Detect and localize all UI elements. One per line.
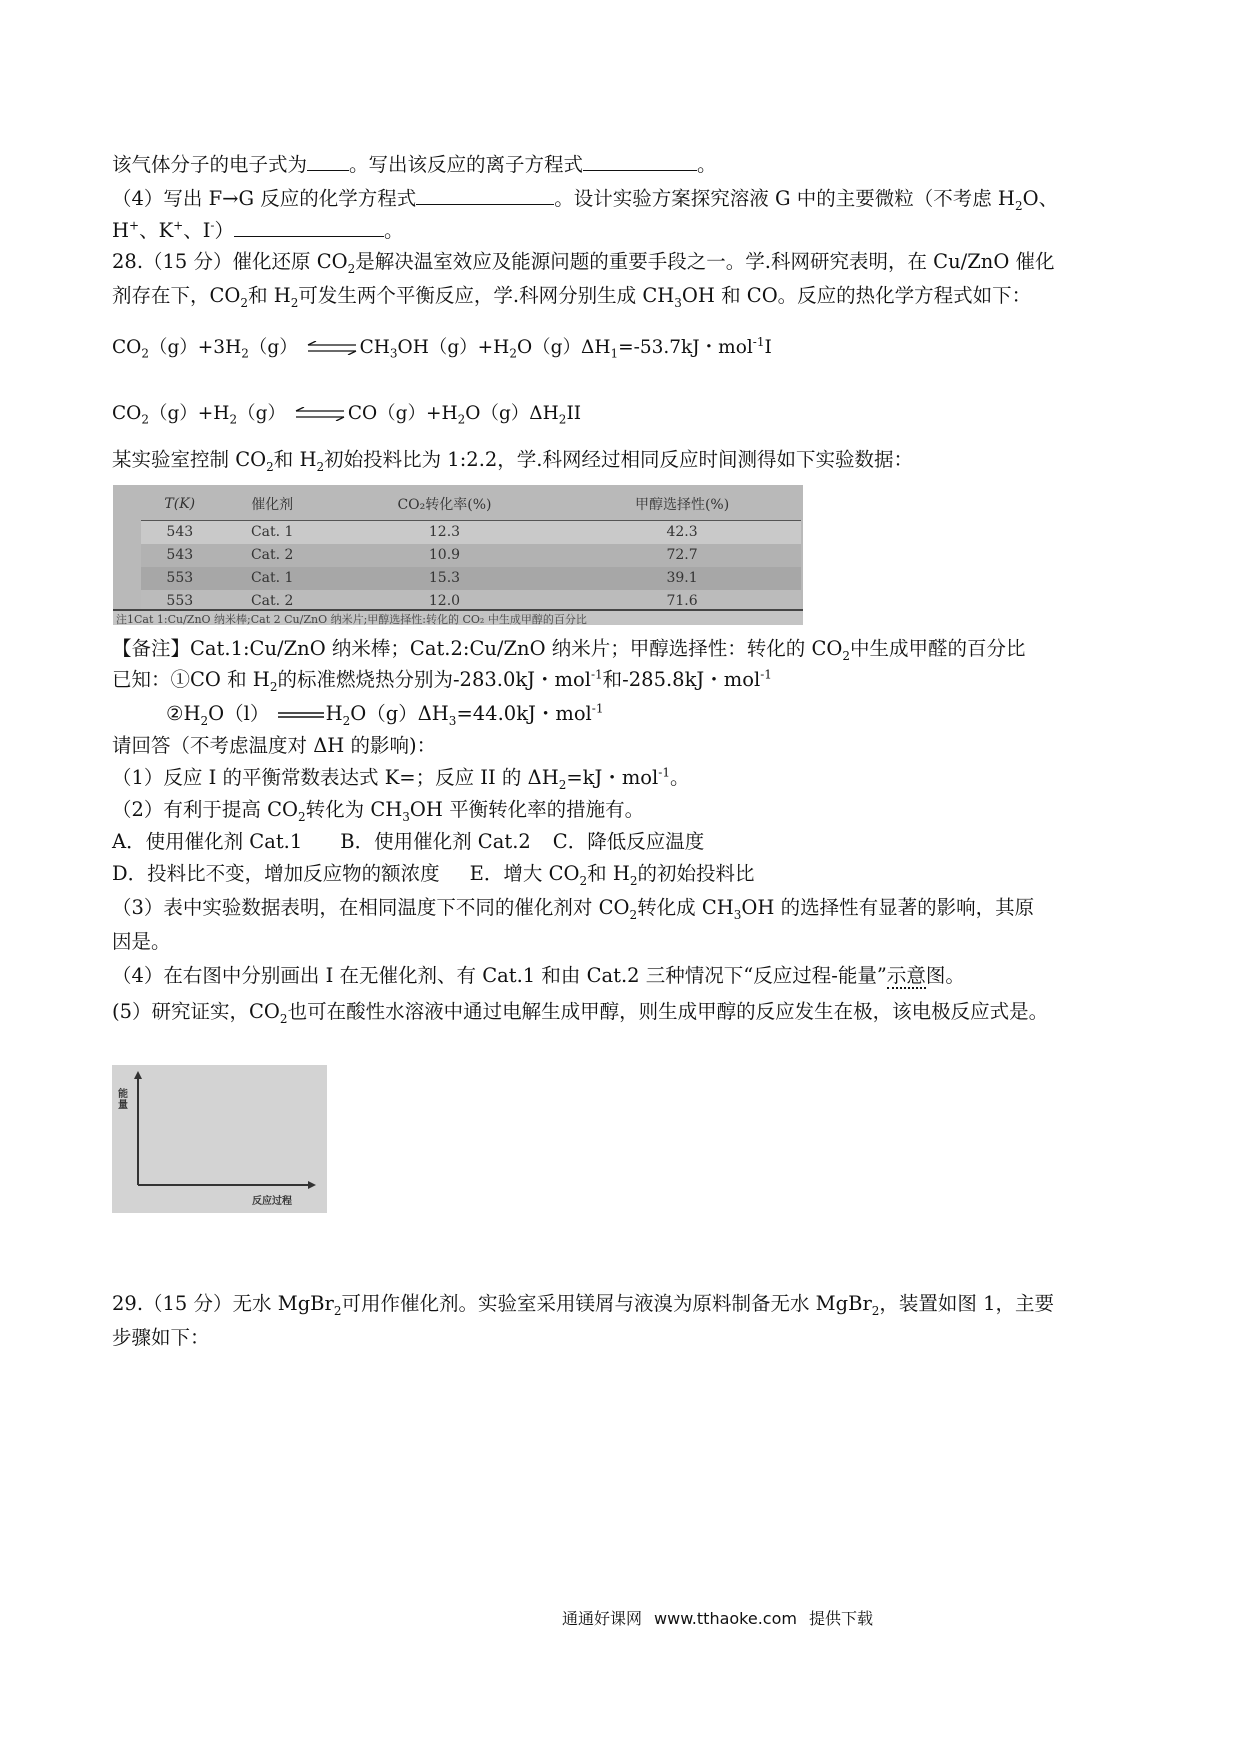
subscript: 2 <box>579 873 588 888</box>
subscript: 2 <box>229 412 238 427</box>
text: II <box>566 403 582 424</box>
text: （g） <box>237 403 286 424</box>
equation-1: $CO_2(g)+3H_2(g)$ $CH_3OH(g)+H_2O(g)\Delta H_1=-53.7kJ$・mol$^{-1}$I <box>112 334 772 361</box>
superscript: -1 <box>760 667 772 682</box>
table-cell: 72.7 <box>563 544 801 567</box>
subscript: 2 <box>298 809 306 824</box>
energy-diagram-image <box>112 1065 327 1213</box>
q27-line-3 <box>112 216 404 245</box>
option-d: D．投料比不变，增加反应物的额浓度 <box>112 862 440 885</box>
table-cell: 553 <box>141 590 219 613</box>
text: （1）反应 I 的平衡常数表达式 K=；反应 II 的 ΔH <box>112 766 559 789</box>
superscript: -1 <box>590 667 603 682</box>
table-cell: Cat. 2 <box>219 590 326 613</box>
part-5 <box>112 998 1048 1026</box>
part-2: （2）有利于提高 $CO_2$转化为 $CH_3OH$ 平衡转化率的措施有。 <box>112 798 645 824</box>
subscript: 2 <box>240 295 249 310</box>
subscript: 2 <box>241 346 249 361</box>
subscript: 2 <box>266 459 274 474</box>
text: 可用作催化剂。实验室采用镁屑与液溴为原料制备无水 MgBr <box>341 1292 872 1315</box>
text: 中生成甲醛的百分比 <box>850 637 1026 660</box>
answer-blank <box>416 184 554 205</box>
subscript: 2 <box>1014 198 1023 213</box>
text: O（g）ΔH <box>516 337 611 358</box>
text: 和 H <box>273 448 317 471</box>
equals-arrow-icon <box>276 710 326 720</box>
text: （4）写出 F→G 反应的化学方程式 <box>112 187 417 210</box>
text: 。设计实验方案探究溶液 G 中的主要微粒（不考虑 H <box>554 187 1015 210</box>
text: =-53.7kJ・mol <box>618 337 753 358</box>
subscript: 2 <box>141 346 149 361</box>
text: O（g）ΔH <box>350 702 449 725</box>
table-cell: Cat. 1 <box>219 567 326 590</box>
text: 该气体分子的电子式为 <box>112 153 308 176</box>
superscript: -1 <box>591 701 604 716</box>
part-3-line-1: （3）表中实验数据表明，在相同温度下不同的催化剂对 $CO_2$转化成 $CH_3OH$ 的选择性有显著的影响，其原 <box>112 896 1035 922</box>
text: OH 平衡转化率的措施有。 <box>409 798 645 821</box>
text: 。写出该反应的离子方程式 <box>349 153 584 176</box>
known-1 <box>112 666 772 694</box>
subscript: 2 <box>333 1303 342 1318</box>
remark-line <box>112 635 1026 663</box>
text: O（l） <box>208 702 270 725</box>
subscript: 1 <box>610 346 619 361</box>
part-4 <box>112 962 965 990</box>
table-cell: 71.6 <box>563 590 801 613</box>
part-1 <box>112 764 690 792</box>
text: 初始投料比为 1:2.2，学.科网经过相同反应时间测得如下实验数据： <box>324 448 913 471</box>
column-header: 甲醇选择性(%) <box>563 490 801 521</box>
table-cell: 12.3 <box>326 521 563 545</box>
text: 剂存在下，CO <box>112 284 241 307</box>
subscript: 2 <box>629 907 638 922</box>
text: 可发生两个平衡反应，学.科网分别生成 CH <box>298 284 675 307</box>
emphasis-text: 示意 <box>886 964 926 987</box>
table-note: 注1Cat 1:Cu/ZnO 纳米棒;Cat 2 Cu/ZnO 纳米片;甲醇选择性:转化的 CO₂ 中生成甲醇的百分比 <box>113 609 803 625</box>
subscript: 2 <box>279 1011 288 1026</box>
column-header: CO₂转化率(%) <box>326 490 563 521</box>
q27-line-1: 该气体分子的电子式为 。写出该反应的离子方程式 。 <box>112 150 717 179</box>
superscript: -1 <box>658 765 670 780</box>
subscript: 2 <box>457 412 466 427</box>
text: 的初始投料比 <box>637 862 755 885</box>
footer-tail: 提供下载 <box>808 1609 873 1628</box>
text: =kJ・mol <box>566 766 659 789</box>
table-cell: 543 <box>141 521 219 545</box>
text: 和 H <box>248 284 291 307</box>
table-cell: Cat. 1 <box>219 521 326 545</box>
answer-blank <box>234 216 384 237</box>
text: ，装置如图 1，主要 <box>879 1292 1055 1315</box>
subscript: 2 <box>347 261 356 276</box>
text: O、 <box>1022 187 1059 210</box>
text: (5）研究证实，CO <box>112 1000 280 1023</box>
q27-line-2 <box>112 184 1058 213</box>
text: 的标准燃烧热分别为-283.0kJ・mol <box>277 668 591 691</box>
column-header: 催化剂 <box>219 490 326 521</box>
text: CO <box>112 337 142 358</box>
footer-url[interactable]: www.tthaoke.com <box>654 1609 797 1628</box>
text: ②H <box>166 702 201 725</box>
q28-intro-2: 剂存在下，$CO_2$和 $H_2$可发生两个平衡反应，学.科网分别生成 $CH_3OH$ 和 CO。反应的热化学方程式如下： <box>112 284 1032 310</box>
subscript: 2 <box>269 679 278 694</box>
table-header-row <box>141 490 801 521</box>
known-2 <box>166 700 604 728</box>
text: 也可在酸性水溶液中通过电解生成甲醇，则生成甲醇的反应发生在极，该电极反应式是。 <box>287 1000 1049 1023</box>
text: 【备注】Cat.1:Cu/ZnO 纳米棒；Cat.2:Cu/ZnO 纳米片；甲醇选择性：转化的 CO <box>112 637 843 660</box>
text: I <box>764 337 772 358</box>
text: CH <box>359 337 390 358</box>
text: O（g）ΔH <box>465 403 559 424</box>
text: （4）在右图中分别画出 I 在无催化剂、有 Cat.1 和由 Cat.2 三种情况下“反应过程-能量” <box>112 964 887 987</box>
options-row-1 <box>112 828 704 856</box>
text: （g）+3H <box>148 337 242 358</box>
y-axis-label: 能量 <box>118 1089 128 1111</box>
subscript: 2 <box>842 648 851 663</box>
option-b: B．使用催化剂 Cat.2 <box>340 830 531 853</box>
table-row <box>141 521 801 545</box>
footer-site: 通通好课网 <box>562 1609 643 1628</box>
text: 、I <box>183 219 211 242</box>
text: OH（g）+H <box>397 337 510 358</box>
subscript: 2 <box>509 346 517 361</box>
text: OH 的选择性有显著的影响，其原 <box>741 896 1035 919</box>
options-row-2 <box>112 860 755 888</box>
text: （3）表中实验数据表明，在相同温度下不同的催化剂对 CO <box>112 896 630 919</box>
please-answer: 请回答（不考虑温度对 ΔH 的影响)： <box>112 734 437 757</box>
superscript: - <box>210 218 215 233</box>
equation-2 <box>112 400 581 428</box>
subscript: 3 <box>448 713 457 728</box>
column-header: T(K) <box>141 490 219 521</box>
q29-line-1 <box>112 1290 1054 1318</box>
q28-intro-1 <box>112 248 1055 276</box>
superscript: + <box>129 218 140 233</box>
text: 图。 <box>925 964 965 987</box>
text: 、K <box>139 219 174 242</box>
text: H <box>325 702 343 725</box>
energy-axes-icon <box>112 1065 327 1213</box>
text: （2）有利于提高 CO <box>112 798 299 821</box>
table-row <box>141 567 801 590</box>
option-a: A．使用催化剂 Cat.1 <box>112 830 303 853</box>
text: 已知：①CO 和 H <box>112 668 270 691</box>
option-c: C．降低反应温度 <box>552 830 705 853</box>
experiment-data-table <box>113 485 803 625</box>
subscript: 2 <box>558 412 567 427</box>
equilibrium-arrow-icon <box>306 341 358 355</box>
subscript: 2 <box>342 713 351 728</box>
page-footer <box>562 1606 885 1629</box>
answer-blank <box>307 150 349 171</box>
table-cell: 12.0 <box>326 590 563 613</box>
superscript: + <box>173 218 184 233</box>
subscript: 2 <box>290 295 299 310</box>
text: =44.0kJ・mol <box>456 702 592 725</box>
text: 和 H <box>587 862 630 885</box>
table-cell: Cat. 2 <box>219 544 326 567</box>
text: 28.（15 分）催化还原 CO <box>112 250 348 273</box>
text: CO（g）+H <box>347 403 458 424</box>
text: 和-285.8kJ・mol <box>602 668 761 691</box>
table-row <box>141 544 801 567</box>
text: 。 <box>384 219 404 242</box>
table-cell: 10.9 <box>326 544 563 567</box>
x-axis-label: 反应过程 <box>252 1196 292 1207</box>
subscript: 2 <box>871 1303 880 1318</box>
q29-line-2: 步骤如下： <box>112 1326 210 1349</box>
subscript: 2 <box>200 713 209 728</box>
table-cell: 15.3 <box>326 567 563 590</box>
text: 转化成 CH <box>637 896 734 919</box>
part-3-line-2: 因是。 <box>112 930 171 953</box>
text: 。 <box>670 766 690 789</box>
table-cell: 543 <box>141 544 219 567</box>
subscript: 2 <box>141 412 149 427</box>
text: CO <box>112 403 142 424</box>
lab-setup-line <box>112 446 913 474</box>
text: 29.（15 分）无水 MgBr <box>112 1292 334 1315</box>
superscript: -1 <box>752 334 765 349</box>
subscript: 2 <box>629 873 638 888</box>
text: H <box>112 219 130 242</box>
option-e: E．增大 CO <box>469 862 580 885</box>
answer-blank <box>583 150 697 171</box>
table-cell: 39.1 <box>563 567 801 590</box>
text: （g）+H <box>148 403 230 424</box>
subscript: 2 <box>316 459 325 474</box>
text: （g） <box>248 337 298 358</box>
equilibrium-arrow-icon <box>294 407 346 421</box>
table-cell: 42.3 <box>563 521 801 545</box>
text: 某实验室控制 CO <box>112 448 267 471</box>
subscript: 2 <box>558 777 567 792</box>
text: 转化为 CH <box>305 798 403 821</box>
text: ） <box>214 219 234 242</box>
text: OH 和 CO。反应的热化学方程式如下： <box>681 284 1032 307</box>
text: 是解决温室效应及能源问题的重要手段之一。学.科网研究表明，在 Cu/ZnO 催化 <box>355 250 1055 273</box>
table-cell: 553 <box>141 567 219 590</box>
